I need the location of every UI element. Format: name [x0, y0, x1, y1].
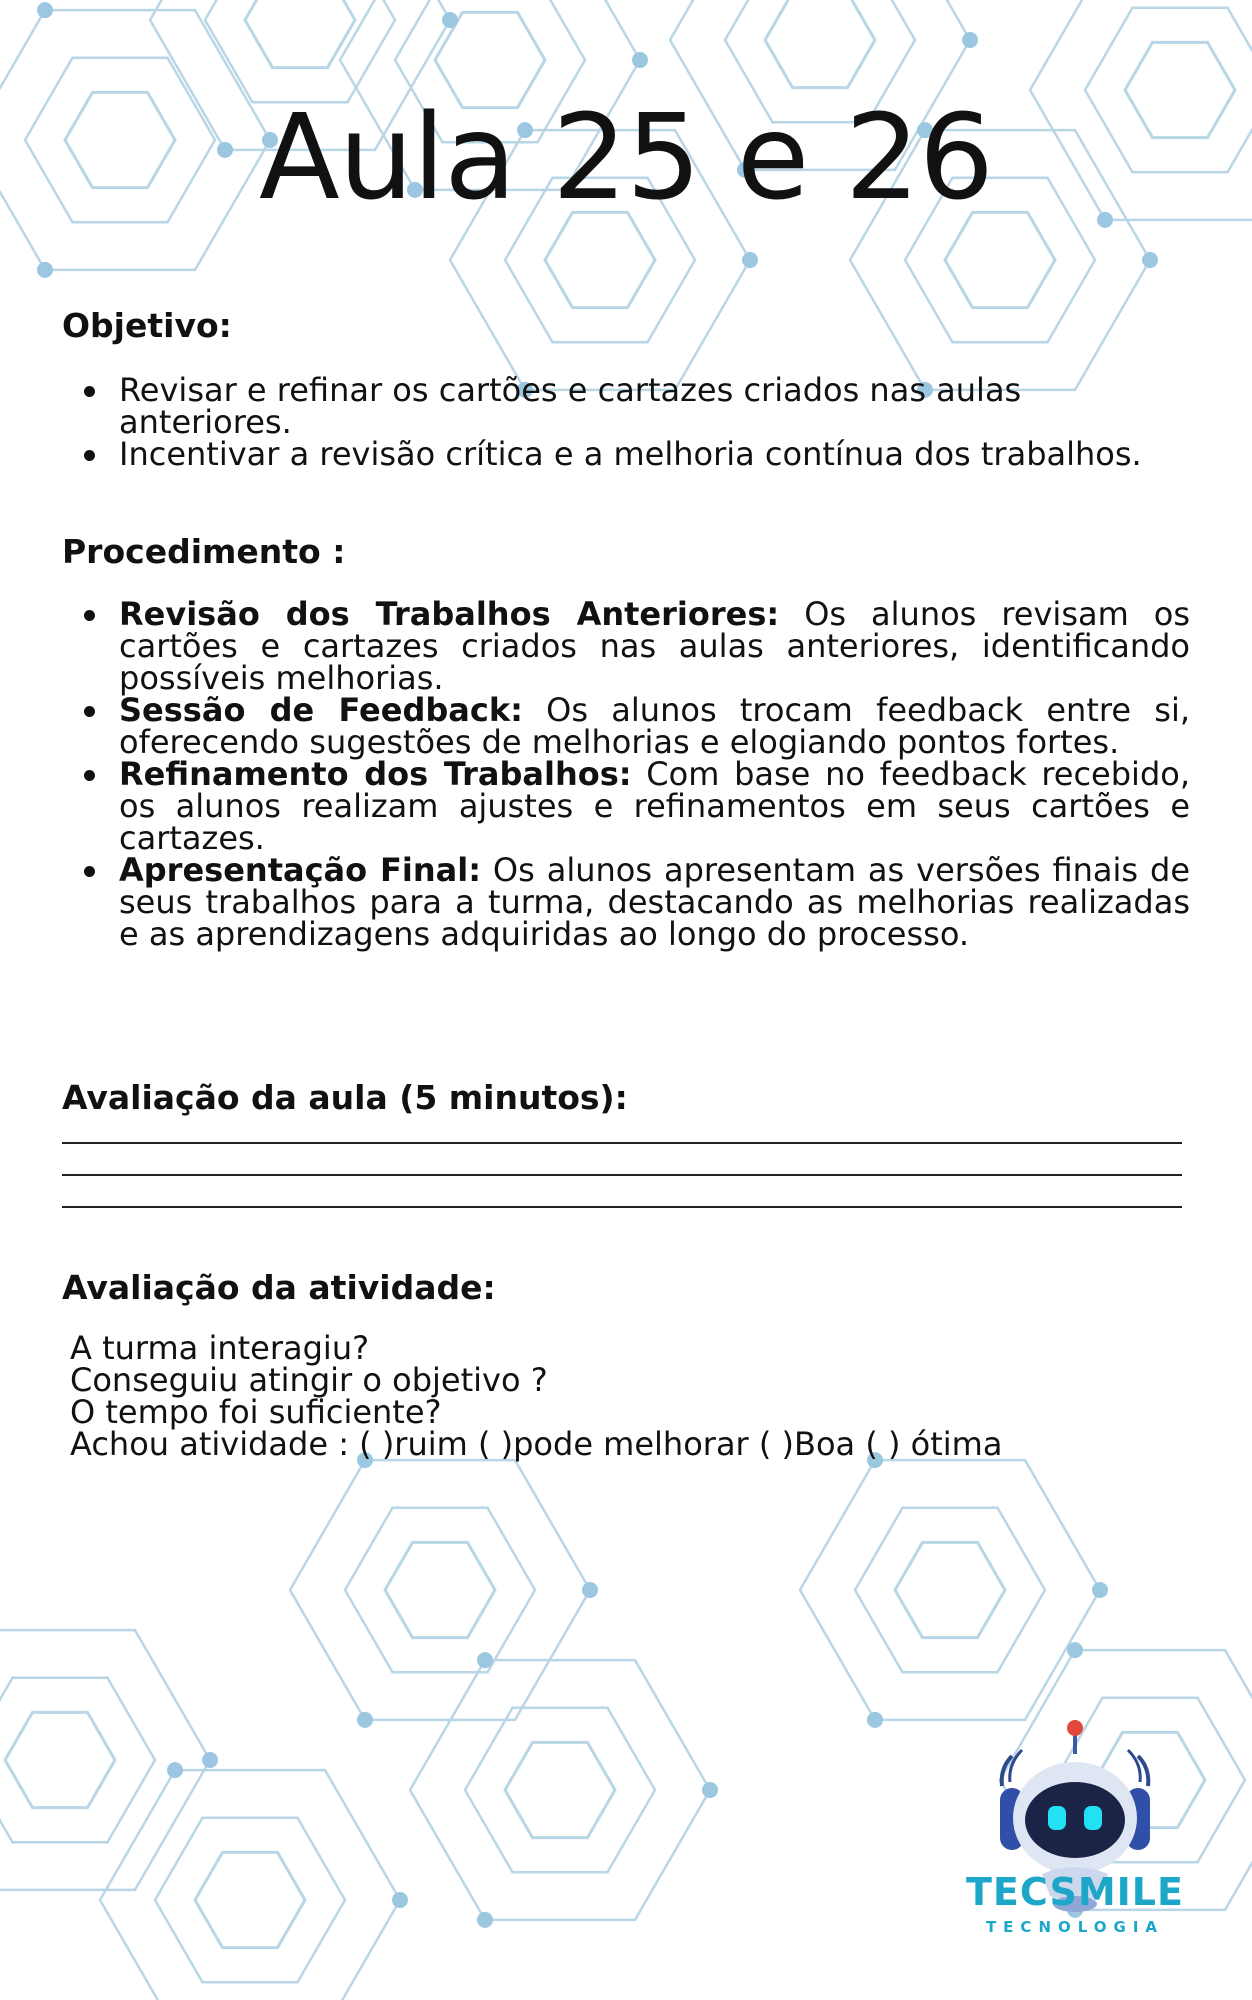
item-text: Com base no feedback recebido, os alunos realizam ajustes e refinamentos em seus cartões e cartazes.: [119, 755, 1191, 857]
procedimento-heading: Procedimento :: [62, 532, 346, 571]
question-line: Achou atividade : ( )ruim ( )pode melhorar ( )Boa ( ) ótima: [70, 1425, 1003, 1463]
question-line: A turma interagiu?: [70, 1329, 370, 1367]
item-text: Os alunos revisam os cartões e cartazes criados nas aulas anteriores, identificando possíveis melhorias.: [119, 595, 1191, 697]
evaluation-questions: [70, 1329, 1170, 1463]
item-label: Apresentação Final:: [119, 851, 481, 889]
objetivo-heading: Objetivo:: [62, 306, 232, 345]
avaliacao-aula-heading: Avaliação da aula (5 minutos):: [62, 1078, 628, 1117]
list-item: [62, 755, 1191, 857]
list-item: [62, 691, 1191, 761]
question-line: O tempo foi suficiente?: [70, 1393, 442, 1431]
list-item: Incentivar a revisão crítica e a melhoria contínua dos trabalhos.: [62, 438, 1190, 470]
item-label: Revisão dos Trabalhos Anteriores:: [119, 595, 780, 633]
list-item: Revisar e refinar os cartões e cartazes criados nas aulas anteriores.: [62, 374, 1190, 438]
brand-tagline: TECNOLOGIA: [985, 1918, 1165, 1936]
question-line: Conseguiu atingir o objetivo ?: [70, 1361, 548, 1399]
robot-icon: [960, 1710, 1190, 1950]
answer-line: [62, 1206, 1182, 1208]
item-text: Os alunos trocam feedback entre si, oferecendo sugestões de melhorias e elogiando pontos fortes.: [119, 691, 1191, 761]
list-item: [62, 851, 1191, 953]
item-text: Os alunos apresentam as versões finais de seus trabalhos para a turma, destacando as melhorias realizadas e as aprendizagens adquiridas ao longo do processo.: [119, 851, 1191, 953]
list-item: [62, 595, 1191, 697]
procedimento-list: [62, 595, 1191, 953]
page-title: Aula 25 e 26: [258, 88, 994, 226]
answer-line: [62, 1174, 1182, 1176]
item-label: Refinamento dos Trabalhos:: [119, 755, 632, 793]
answer-line: [62, 1142, 1182, 1144]
item-label: Sessão de Feedback:: [119, 691, 523, 729]
objetivo-list: [62, 371, 1190, 473]
avaliacao-atividade-heading: Avaliação da atividade:: [62, 1268, 496, 1307]
brand-name: TECSMILE: [966, 1870, 1184, 1914]
